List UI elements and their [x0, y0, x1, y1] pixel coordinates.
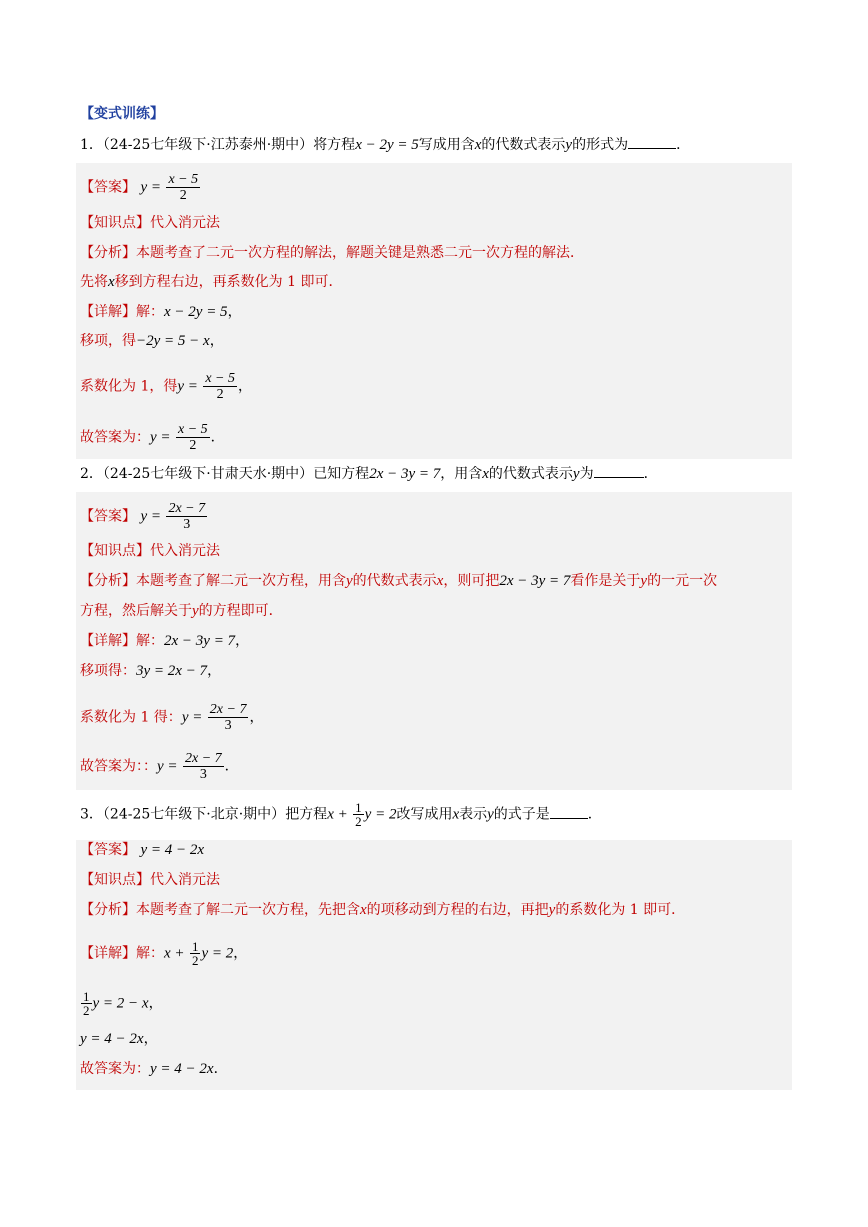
step-equation: 3y = 2x − 7: [136, 663, 208, 679]
detail-2: [80, 631, 249, 651]
answer-blank: [594, 463, 644, 478]
var-y: y: [346, 573, 353, 589]
analysis-label: 【分析】: [80, 573, 136, 589]
equation-fraction: [81, 990, 92, 1017]
detail-label: 【详解】: [80, 945, 136, 962]
detail-equation: 2x − 3y = 7: [164, 633, 236, 649]
question-text: 的代数式表示: [488, 466, 573, 482]
detail-solve: 解：: [136, 304, 164, 320]
fraction-numerator: 2x − 7: [168, 501, 206, 516]
kp-text: 代入消元法: [150, 215, 220, 231]
analysis-label: 【分析】: [80, 902, 136, 918]
comma: ，: [143, 1031, 158, 1047]
analysis-2: [80, 571, 717, 591]
detail-1-step1: [80, 331, 224, 351]
question-end: ．: [587, 806, 602, 823]
equation-part: y = 2: [364, 806, 397, 823]
analysis-1-line2: [80, 272, 342, 292]
period: ．: [224, 758, 239, 775]
analysis-equation: 2x − 3y = 7: [499, 573, 571, 589]
comma: ，: [233, 945, 248, 962]
question-number: 1．: [80, 137, 103, 153]
detail-2-step2: [80, 702, 263, 733]
detail-3-step1: [80, 990, 163, 1017]
detail-1-step2: [80, 371, 252, 402]
answer-equation: y = 4 − 2x: [140, 842, 205, 858]
var-x: x: [436, 573, 444, 589]
fraction-numerator: x − 5: [205, 371, 236, 386]
detail-label: 【详解】: [80, 304, 136, 320]
question-text: ，用含: [440, 466, 483, 482]
comma: ，: [238, 378, 253, 395]
fraction-numerator: x − 5: [168, 172, 199, 187]
fraction-numerator: 2x − 7: [184, 751, 222, 766]
comma: ，: [209, 333, 224, 349]
knowledge-point-1: [80, 213, 220, 233]
fraction-denominator: 3: [224, 718, 232, 733]
question-1: [80, 134, 690, 155]
detail-1: [80, 302, 242, 322]
step-equation: y = 2 − x: [92, 995, 149, 1012]
step-lhs: y =: [177, 378, 198, 395]
fraction-denominator: 2: [83, 1003, 90, 1018]
var-y: y: [192, 603, 199, 619]
var-x: x: [108, 274, 115, 290]
kp-label: 【知识点】: [80, 872, 150, 888]
question-3: [80, 801, 602, 828]
analysis-1: [80, 243, 584, 263]
detail-equation: x − 2y = 5: [164, 304, 228, 320]
detail-label: 【详解】: [80, 633, 136, 649]
equation-fraction: [353, 801, 364, 828]
fraction-denominator: 2: [216, 387, 224, 402]
fraction-denominator: 2: [191, 953, 199, 968]
equation-part: x +: [327, 806, 348, 823]
fraction-denominator: 3: [183, 517, 191, 532]
knowledge-point-2: [80, 541, 220, 561]
knowledge-point-3: [80, 870, 220, 890]
var-x: x: [360, 902, 367, 918]
question-number: 3．: [80, 806, 103, 823]
question-end: ．: [676, 137, 691, 153]
var-x: x: [452, 806, 460, 823]
kp-text: 代入消元法: [150, 543, 220, 559]
analysis-text: 的项移动到方程的右边，再把: [366, 902, 549, 918]
step-equation: y = 4 − 2x: [80, 1031, 144, 1047]
fraction-denominator: 2: [355, 814, 362, 829]
final-fraction: [183, 751, 224, 782]
final-equation: y = 4 − 2x: [150, 1061, 214, 1077]
question-text: 表示: [459, 806, 488, 823]
final-text: 故答案为：：: [80, 758, 157, 775]
step-text: 系数化为 1，得: [80, 378, 178, 395]
final-answer-1: [80, 422, 225, 453]
final-text: 故答案为：: [80, 429, 150, 446]
kp-text: 代入消元法: [150, 872, 220, 888]
detail-3: [80, 940, 247, 967]
answer-blank: [628, 134, 676, 149]
analysis-label: 【分析】: [80, 245, 136, 261]
fraction-denominator: 3: [199, 767, 207, 782]
question-source: （24-25七年级下·江苏泰州·期中）: [102, 137, 314, 153]
kp-label: 【知识点】: [80, 543, 150, 559]
analysis-3: [80, 900, 685, 920]
equation-part: x +: [164, 945, 185, 962]
fraction-numerator: x − 5: [177, 422, 208, 437]
analysis-text: 本题考查了二元一次方程的解法，解题关键是熟悉二元一次方程的解法．: [136, 245, 584, 261]
period: ．: [210, 429, 225, 446]
section-title: 【变式训练】: [80, 106, 164, 122]
question-text: 把方程: [285, 806, 328, 823]
question-text: 的式子是: [493, 806, 550, 823]
detail-solve: 解：: [136, 945, 164, 962]
answer-fraction: [166, 501, 207, 532]
analysis-text: 本题考查了解二元一次方程，用含: [136, 573, 346, 589]
answer-lhs: y =: [140, 179, 161, 196]
analysis-text: 的方程即可．: [198, 603, 283, 619]
question-text: 已知方程: [313, 466, 370, 482]
fraction-numerator: 1: [83, 989, 90, 1004]
period: ．: [213, 1061, 228, 1077]
var-y: y: [548, 902, 556, 918]
question-text: 的形式为: [572, 137, 629, 153]
answer-fraction: [166, 172, 200, 203]
question-text: 改写成用: [396, 806, 453, 823]
var-x: x: [474, 137, 482, 153]
comma: ，: [148, 995, 163, 1012]
comma: ，: [235, 633, 250, 649]
answer-2: [80, 501, 208, 532]
step-fraction: [203, 371, 237, 402]
question-equation: 2x − 3y = 7: [369, 466, 441, 482]
answer-label: 【答案】: [80, 842, 136, 858]
question-text: 写成用含: [418, 137, 475, 153]
question-end: ．: [643, 466, 658, 482]
final-text: 故答案为：: [80, 1061, 150, 1077]
var-y: y: [640, 573, 648, 589]
fraction-numerator: 2x − 7: [209, 702, 247, 717]
final-lhs: y =: [150, 429, 171, 446]
detail-3-step2: [80, 1029, 158, 1049]
fraction-numerator: 1: [191, 939, 199, 954]
analysis-text: 移到方程右边，再系数化为 1 即可．: [114, 274, 343, 290]
comma: ，: [249, 709, 264, 726]
question-source: （24-25七年级下·甘肃天水·期中）: [102, 466, 314, 482]
step-lhs: y =: [181, 709, 203, 726]
step-text: 移项得：: [80, 663, 136, 679]
analysis-text: 方程，然后解关于: [80, 603, 192, 619]
analysis-text: 看作是关于: [570, 573, 641, 589]
analysis-text: 的代数式表示: [352, 573, 437, 589]
comma: ，: [227, 304, 242, 320]
answer-blank: [550, 804, 588, 819]
var-y: y: [487, 806, 494, 823]
detail-solve: 解：: [136, 633, 164, 649]
final-answer-3: [80, 1059, 228, 1079]
step-text: 系数化为 1 得：: [80, 709, 182, 726]
analysis-2-line2: [80, 601, 283, 621]
fraction-numerator: 1: [355, 800, 362, 815]
answer-3: [80, 840, 204, 860]
step-equation: −2y = 5 − x: [136, 333, 210, 349]
question-text: 为: [579, 466, 594, 482]
analysis-text: 的系数化为 1 即可．: [555, 902, 686, 918]
analysis-text: 本题考查了解二元一次方程，先把含: [136, 902, 360, 918]
question-2: [80, 463, 658, 484]
equation-part: y = 2: [201, 945, 234, 962]
var-y: y: [565, 137, 573, 153]
var-x: x: [482, 466, 489, 482]
question-text: 的代数式表示: [481, 137, 566, 153]
answer-label: 【答案】: [80, 508, 136, 525]
step-text: 移项，得: [80, 333, 136, 349]
detail-2-step1: [80, 661, 221, 681]
question-number: 2．: [80, 466, 103, 482]
answer-label: 【答案】: [80, 179, 136, 196]
step-fraction: [208, 702, 249, 733]
answer-lhs: y =: [140, 508, 161, 525]
question-source: （24-25七年级下·北京·期中）: [102, 806, 286, 823]
question-text: 将方程: [313, 137, 356, 153]
final-answer-2: [80, 751, 239, 782]
answer-1: [80, 172, 201, 203]
final-lhs: y =: [157, 758, 178, 775]
equation-fraction: [190, 940, 201, 967]
analysis-text: 先将: [80, 274, 108, 290]
final-fraction: [176, 422, 210, 453]
var-y: y: [572, 466, 580, 482]
analysis-text: ，则可把: [443, 573, 500, 589]
analysis-text: 的一元一次: [647, 573, 718, 589]
kp-label: 【知识点】: [80, 215, 150, 231]
question-equation: x − 2y = 5: [355, 137, 419, 153]
comma: ，: [207, 663, 222, 679]
fraction-denominator: 2: [179, 188, 187, 203]
fraction-denominator: 2: [189, 438, 197, 453]
